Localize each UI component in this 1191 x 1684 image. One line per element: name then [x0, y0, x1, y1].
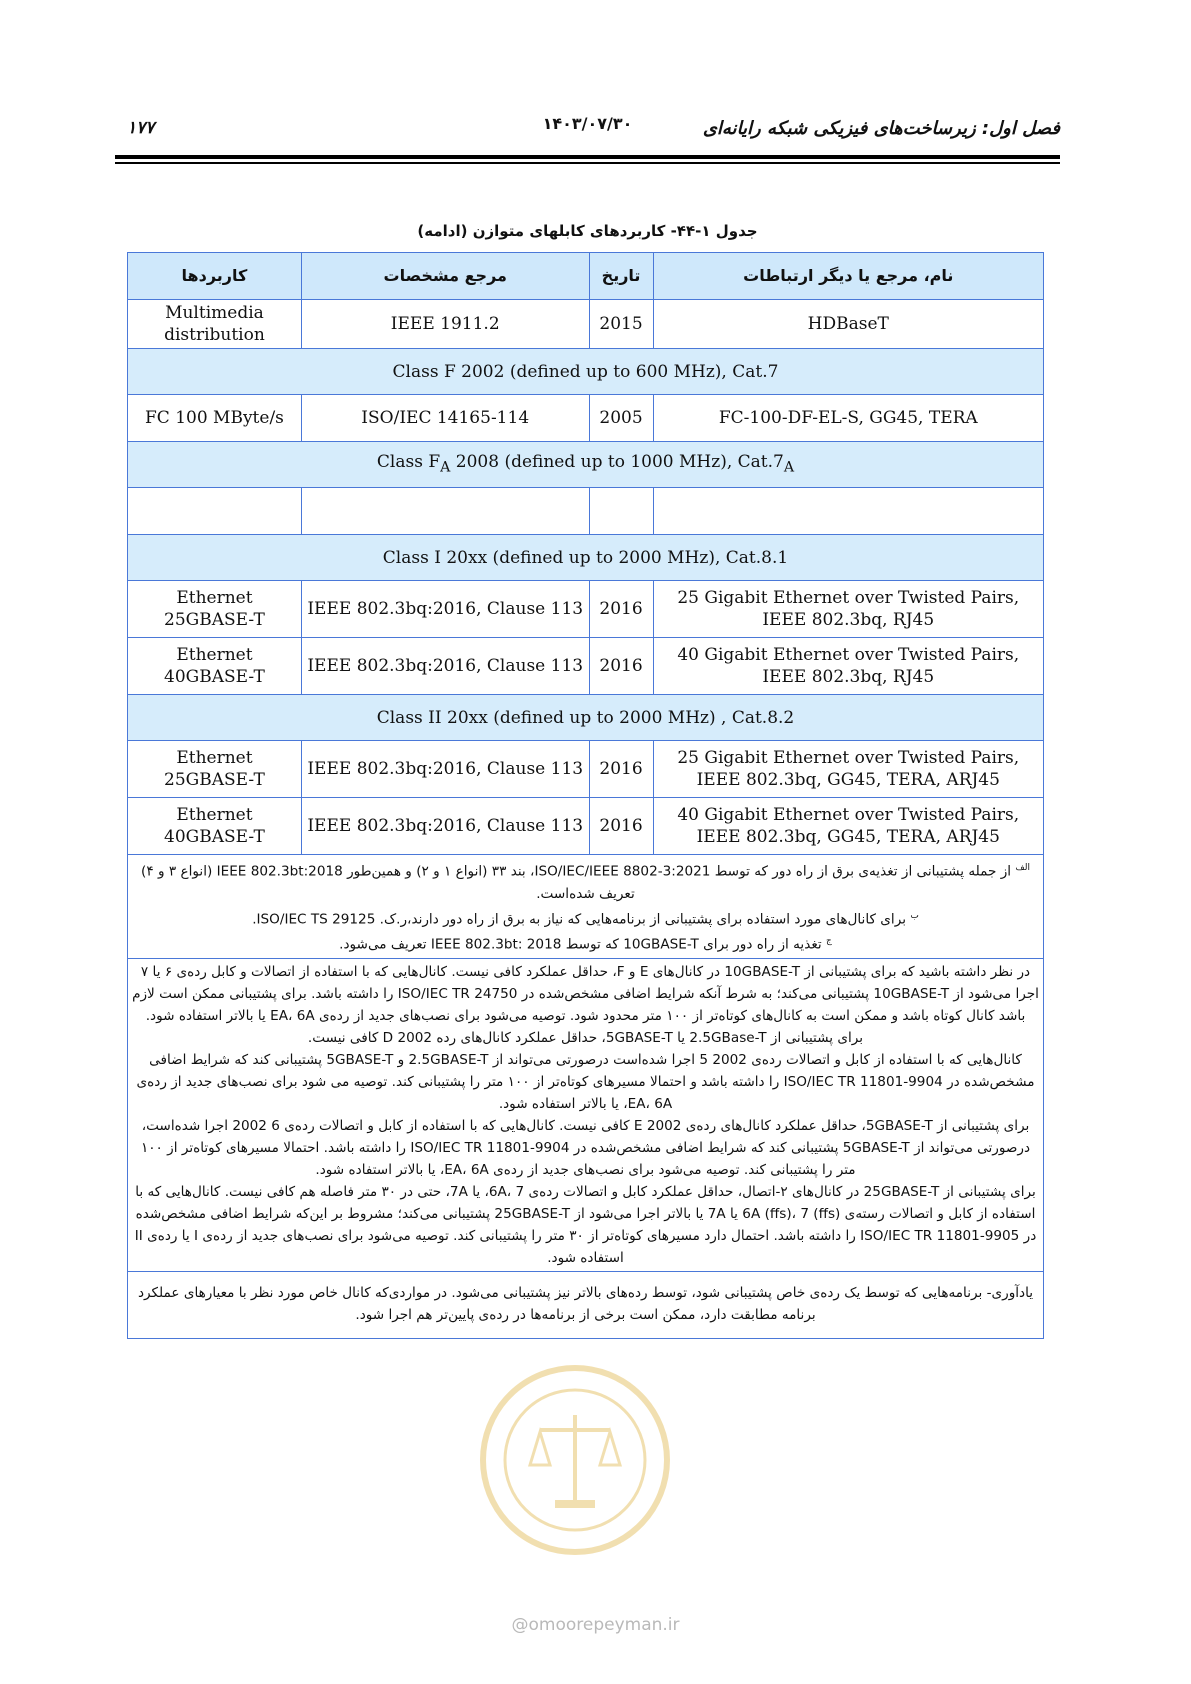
cell-name: 25 Gigabit Ethernet over Twisted Pairs, IEEE 802.3bq, RJ45 — [653, 581, 1043, 638]
reminder-row — [128, 1271, 1044, 1338]
footnote — [132, 905, 1039, 931]
cell-spec: ISO/IEC 14165-114 — [301, 395, 589, 442]
note-paragraph: در نظر داشته باشید که برای پشتیبانی از 10GBASE-T در کانال‌های E و F، حداقل عملکرد کافی نیست. کانال‌هایی که با استفاده از اتصالات و کابل رده‌ی ۶ یا ۷ اجرا می‌شود از 10GBASE-T پشتیبانی می‌کند؛ به شرط آنکه شرایط اضافی مشخص‌شده در ISO/IEC TR 24750 را داشته باشد. برای پشتیبانی ممکن است لازم باشد کانال کوتاه باشد و ممکن است به کانال‌های کوتاه‌تر از ۱۰۰ متر محدود شود. توصیه می‌شود برای نصب‌های جدید از رده‌ی EA، 6A یا بالاتر استفاده شود. — [132, 963, 1039, 1024]
footnote-text: برای کانال‌های مورد استفاده برای پشتیبانی از برنامه‌هایی که نیاز به برق از راه دور دارند،ر.ک. ISO/IEC TS 29125. — [252, 911, 906, 928]
col-header-spec: مرجع مشخصات — [301, 253, 589, 300]
col-header-name: نام، مرجع یا دیگر ارتباطات — [653, 253, 1043, 300]
cell-apps: Ethernet 40GBASE-T — [128, 798, 302, 855]
class-row — [128, 695, 1044, 741]
table-row — [128, 798, 1044, 855]
cell-date: 2005 — [589, 395, 653, 442]
footnotes-cell — [128, 855, 1044, 959]
header-rule-thin — [115, 162, 1060, 164]
footnote-mark: الف — [1015, 863, 1030, 873]
reminder-cell — [128, 1271, 1044, 1338]
footnote — [132, 930, 1039, 956]
class-row — [128, 442, 1044, 488]
reminder-text: یادآوری- برنامه‌هایی که توسط یک رده‌ی خاص پشتیبانی شود، توسط رده‌های بالاتر نیز پشتیبانی می‌شود. در مواردی‌که کانال خاص مورد نظر با معیارهای عملکرد برنامه مطابقت دارد، ممکن است برخی از برنامه‌ها در رده‌ی پایین‌تر هم اجرا شود. — [137, 1284, 1034, 1323]
cell-name: 25 Gigabit Ethernet over Twisted Pairs, IEEE 802.3bq, GG45, TERA, ARJ45 — [653, 741, 1043, 798]
class-label-part: Class F — [376, 451, 441, 472]
cell-apps: FC 100 MByte/s — [128, 395, 302, 442]
class-label: Class II 20xx (defined up to 2000 MHz) , Cat.8.2 — [128, 695, 1044, 741]
class-row — [128, 535, 1044, 581]
cell-name: 40 Gigabit Ethernet over Twisted Pairs, IEEE 802.3bq, RJ45 — [653, 638, 1043, 695]
col-header-date: تاریخ — [589, 253, 653, 300]
header-date: ۱۴۰۳/۰۷/۳۰ — [542, 114, 633, 133]
notes-row — [128, 958, 1044, 1271]
table-row — [128, 638, 1044, 695]
cell-spec: IEEE 802.3bq:2016, Clause 113 — [301, 798, 589, 855]
note-paragraph: کانال‌هایی که با استفاده از کابل و اتصالات رده‌ی 2002 5 اجرا شده‌است درصورتی می‌تواند از 2.5GBASE-T و 5GBASE-T پشتیبانی کند که شرایط اضافی مشخص‌شده در ISO/IEC TR 11801-9904 را داشته باشد و احتمالا مسیرهای کوتاه‌تر از ۱۰۰ متر را پشتیبانی کند. توصیه می شود برای نصب‌های جدید از رده‌ی EA، 6A، یا بالاتر استفاده شود. — [136, 1051, 1035, 1112]
table-caption: جدول ۱-۴۴- کاربردهای کابلهای متوازن (ادامه) — [417, 222, 758, 240]
class-label: Class I 20xx (defined up to 2000 MHz), Cat.8.1 — [128, 535, 1044, 581]
cell-spec: IEEE 802.3bq:2016, Clause 113 — [301, 638, 589, 695]
table-row — [128, 395, 1044, 442]
cell-name: FC-100-DF-EL-S, GG45, TERA — [653, 395, 1043, 442]
cell-spec: IEEE 802.3bq:2016, Clause 113 — [301, 741, 589, 798]
cell-apps: Ethernet 40GBASE-T — [128, 638, 302, 695]
scales-of-justice-seal-icon — [470, 1360, 680, 1560]
chapter-title: فصل اول: زیرساخت‌های فیزیکی شبکه رایانه‌ای — [702, 118, 1060, 139]
cell-apps: Ethernet 25GBASE-T — [128, 581, 302, 638]
cell-date: 2016 — [589, 638, 653, 695]
table-row — [128, 300, 1044, 349]
cell-spec: IEEE 802.3bq:2016, Clause 113 — [301, 581, 589, 638]
col-header-apps: کاربردها — [128, 253, 302, 300]
footnote-text: تغذیه از راه دور برای 10GBASE-T که توسط IEEE 802.3bt: 2018 تعریف می‌شود. — [339, 936, 822, 953]
footnote — [132, 857, 1039, 905]
class-label-part: 2008 (defined up to 1000 MHz), Cat.7 — [450, 451, 784, 472]
notes-cell — [128, 958, 1044, 1271]
page-header — [115, 114, 1060, 148]
applications-table — [127, 252, 1044, 1339]
cell-spec — [301, 488, 589, 535]
note-paragraph: برای پشتیبانی از 2.5GBase-T یا 5GBASE-T، حداقل عملکرد کانال‌های رده D 2002 کافی نیست. — [307, 1029, 864, 1046]
cell-name: HDBaseT — [653, 300, 1043, 349]
class-label-sub: A — [783, 459, 795, 476]
cell-date: 2016 — [589, 581, 653, 638]
table-row — [128, 741, 1044, 798]
cell-date: 2016 — [589, 798, 653, 855]
table-header-row — [128, 253, 1044, 300]
class-row — [128, 349, 1044, 395]
cell-date: 2015 — [589, 300, 653, 349]
cell-apps: Multimedia distribution — [128, 300, 302, 349]
table-row — [128, 581, 1044, 638]
cell-date: 2016 — [589, 741, 653, 798]
footnotes-row — [128, 855, 1044, 959]
cell-name — [653, 488, 1043, 535]
footnote-mark: ج — [826, 936, 832, 947]
cell-apps — [128, 488, 302, 535]
footnote-mark: ب — [910, 910, 919, 921]
cell-apps: Ethernet 25GBASE-T — [128, 741, 302, 798]
footnote-text: از جمله پشتیبانی از تغذیه‌ی برق از راه دور که توسط ISO/IEC/IEEE 8802-3:2021، بند ۳۳ (انواع ۱ و ۲) و همین‌طور IEEE 802.3bt:2018 (انواع ۳ و ۴) تعریف شده‌است. — [141, 863, 1012, 902]
page-number: ۱۷۷ — [127, 118, 155, 138]
cell-date — [589, 488, 653, 535]
cell-name: 40 Gigabit Ethernet over Twisted Pairs, IEEE 802.3bq, GG45, TERA, ARJ45 — [653, 798, 1043, 855]
class-label — [128, 442, 1044, 488]
class-label-sub: A — [440, 459, 451, 476]
table-row-empty — [128, 488, 1044, 535]
note-paragraph: برای پشتیبانی از 25GBASE-T در کانال‌های ۲-اتصال، حداقل عملکرد کابل و اتصالات رده‌ی 6A، 7، یا 7A، حتی در ۳۰ متر فاصله هم کافی نیست. کانال‌هایی که با استفاده از کابل و اتصالات رسته‌ی 6A (ffs)، 7 (ffs) یا 7A یا بالاتر اجرا می‌شود از 25GBASE-T پشتیبانی می‌کند؛ مشروط بر این‌که شرایط اضافی مشخص‌شده در ISO/IEC TR 11801-9905 را داشته باشد. احتمال دارد مسیرهای کوتاه‌تر از ۳۰ متر را پشتیبانی کند. توصیه می‌شود برای نصب‌های جدید از رده‌ی I یا رده‌ی II استفاده شود. — [134, 1183, 1037, 1266]
note-paragraph: برای پشتیبانی از 5GBASE-T، حداقل عملکرد کانال‌های رده‌ی E 2002 کافی نیست. کانال‌هایی که با استفاده از کابل و اتصالات رده‌ی 6 2002 اجرا شده‌است، درصورتی می‌تواند از 5GBASE-T پشتیبانی کند که شرایط اضافی مشخص‌شده در ISO/IEC TR 11801-9904 را داشته باشد. احتمالا مسیرهای کوتاه‌تر از ۱۰۰ متر را پشتیبانی کند. توصیه می‌شود برای نصب‌های جدید از رده‌ی EA، 6A، یا بالاتر استفاده شود. — [140, 1117, 1031, 1178]
cell-spec: IEEE 1911.2 — [301, 300, 589, 349]
class-label: Class F 2002 (defined up to 600 MHz), Cat.7 — [128, 349, 1044, 395]
watermark-text: @omoorepeyman.ir — [511, 1615, 680, 1635]
header-rule-thick — [115, 155, 1060, 159]
